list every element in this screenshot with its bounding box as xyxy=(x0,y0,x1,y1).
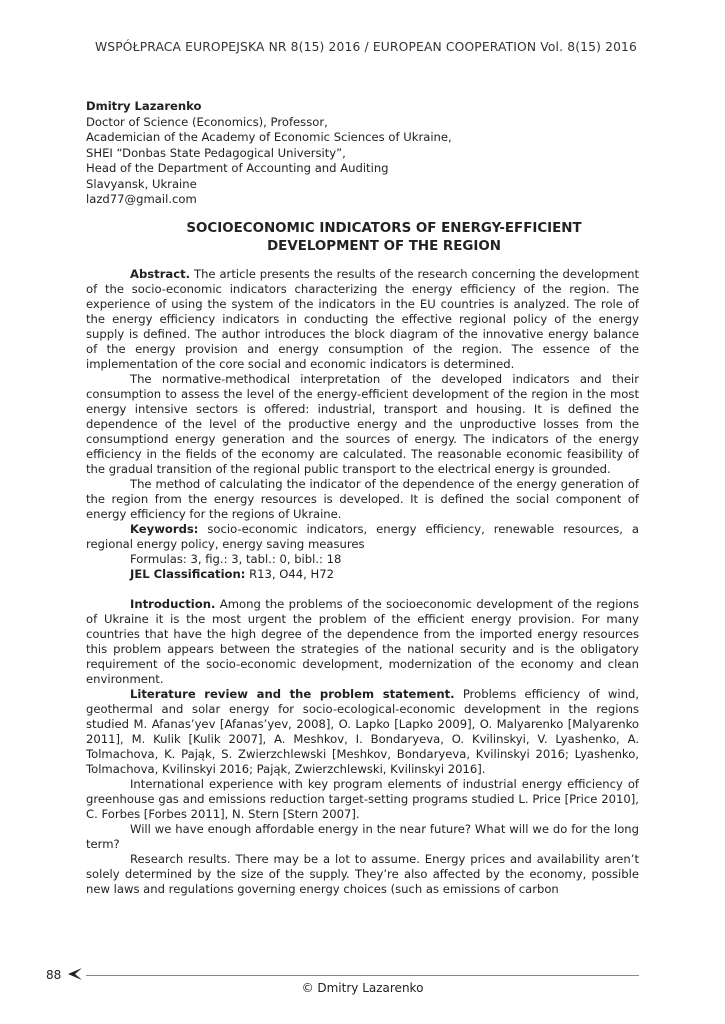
article-title xyxy=(86,220,682,256)
abstract-paragraph-1 xyxy=(86,267,639,372)
introduction-text: Among the problems of the socioeconomic development of the regions of Ukraine it is the most urgent the problem of the efficient energy provision. For many countries that have the high degree of the dependence from the imported energy resources this problem appears between the strategies of the national security and is the obligatory requirement of the socio-economic development, modernization of the economy and clean environment. xyxy=(86,597,639,686)
literature-paragraph-2: International experience with key program elements of industrial energy efficiency of greenhouse gas and emissions reduction target-setting programs studied L. Price [Price 2010], C. Forbes [Forbes 2011], N. Stern [Stern 2007]. xyxy=(86,777,639,821)
keywords-label: Keywords: xyxy=(130,522,199,536)
jel-label: JEL Classification: xyxy=(130,567,246,581)
author-name: Dmitry Lazarenko xyxy=(86,99,202,113)
author-location: Slavyansk, Ukraine xyxy=(86,176,197,191)
abstract-label: Abstract. xyxy=(130,267,191,281)
abstract-paragraph-3: The method of calculating the indicator of the dependence of the energy generation of the region from the energy resources is developed. It is defined the social component of energy efficiency for the regions of Ukraine. xyxy=(86,477,639,521)
author-position: Head of the Department of Accounting and Auditing xyxy=(86,161,389,175)
abstract-text-1: The article presents the results of the research concerning the development of the socio-economic indicators characterizing the energy efficiency of the region. The experience of using the system of the indicators in the EU countries is analyzed. The role of the energy efficiency indicators in conducting the effective regional policy of the energy supply is defined. The author introduces the block diagram of the innovative energy balance of the energy provision and energy consumption of the region. The essence of the implementation of the core social and economic indicators is determined. xyxy=(86,267,639,371)
jel-codes: R13, O44, H72 xyxy=(245,567,334,581)
introduction-paragraph xyxy=(86,597,639,687)
author-university: SHEI “Donbas State Pedagogical University”, xyxy=(86,145,346,160)
literature-paragraph-3: Will we have enough affordable energy in the near future? What will we do for the long term? xyxy=(86,822,639,851)
introduction-label: Introduction. xyxy=(130,597,216,611)
footer-divider xyxy=(86,975,639,976)
author-block xyxy=(86,99,646,208)
keywords-paragraph xyxy=(86,522,639,552)
article-body xyxy=(86,267,639,897)
page-number: 88 xyxy=(46,968,62,982)
literature-label: Literature review and the problem statement. xyxy=(130,687,455,701)
abstract-paragraph-2: The normative-methodical interpretation of the developed indicators and their consumption to assess the level of the energy-efficient development of the region in the most energy intensive sectors is offered: industrial, transport and housing. It is defined the dependence of the level of the productive energy and the unproductive losses from the consumptiond energy generation and the sources of energy. The indicators of the energy efficiency in the fields of the economy are calculated. The reasonable economic feasibility of the gradual transition of the regional public transport to the electrical energy is grounded. xyxy=(86,372,639,476)
keywords-text: socio-economic indicators, energy efficiency, renewable resources, a regional energy policy, energy saving measures xyxy=(86,522,639,551)
title-line-2: DEVELOPMENT OF THE REGION xyxy=(267,239,501,254)
formulas-line: Formulas: 3, fig.: 3, tabl.: 0, bibl.: 18 xyxy=(130,552,342,566)
literature-paragraph xyxy=(86,687,639,777)
author-degree: Doctor of Science (Economics), Professor, xyxy=(86,114,328,129)
copyright-notice: © Dmitry Lazarenko xyxy=(301,981,424,995)
arrow-left-icon-shape xyxy=(68,968,82,980)
literature-text: Problems efficiency of wind, geothermal and solar energy for socio-ecological-economic development in the regions studied M. Afanas’yev [Afanas’yev, 2008], O. Lapko [Lapko 2009], O. Malyarenko [Malyarenko 2011], M. Kulik [Kulik 2007], A. Meshkov, I. Bondaryeva, O. Kvilinskyi, V. Lyashenko, A. Tolmachova, K. Pająk, S. Zwierzchlewski [Meshkov, Bondaryeva, Kvilinskyi 2016; Lyashenko, Tolmachova, Kvilinskyi 2016; Pająk, Zwierzchlewski, Kvilinskyi 2016]. xyxy=(86,687,639,776)
author-academy: Academician of the Academy of Economic Sciences of Ukraine, xyxy=(86,130,452,144)
arrow-left-icon xyxy=(64,966,84,982)
jel-line xyxy=(86,567,639,582)
author-email: lazd77@gmail.com xyxy=(86,192,197,206)
running-header: WSPÓŁPRACA EUROPEJSKA NR 8(15) 2016 / EUROPEAN COOPERATION Vol. 8(15) 2016 xyxy=(94,40,638,54)
results-paragraph: Research results. There may be a lot to assume. Energy prices and availability aren’t solely determined by the size of the supply. They’re also affected by the economy, possible new laws and regulations governing energy choices (such as emissions of carbon xyxy=(86,852,639,896)
title-line-1: SOCIOECONOMIC INDICATORS OF ENERGY-EFFICIENT xyxy=(186,221,582,236)
